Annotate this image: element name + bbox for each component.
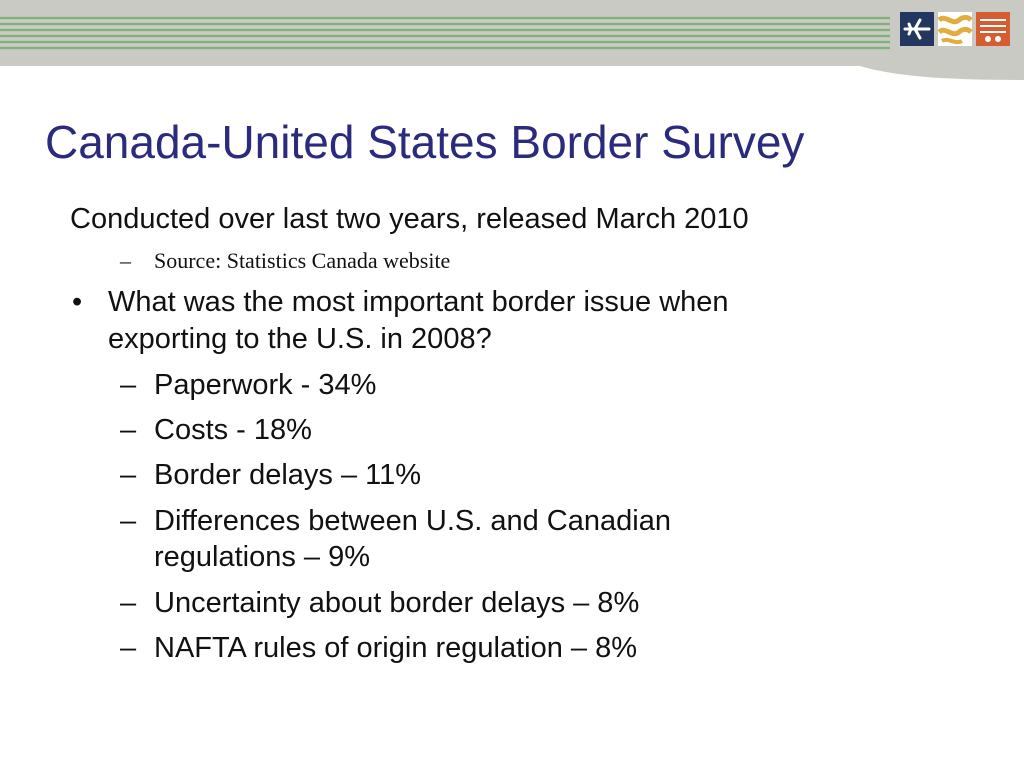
answer-dash-1: – xyxy=(120,369,137,401)
intro-text: Conducted over last two years, released March 2010 xyxy=(70,203,749,235)
slide-title: Canada-United States Border Survey xyxy=(45,116,805,168)
question-bullet: • xyxy=(72,286,83,318)
source-dash: – xyxy=(120,248,131,273)
answer-regulation-differences-line-2: regulations – 9% xyxy=(154,541,371,573)
airplane-ship-train-logo-icon xyxy=(900,12,1012,52)
answer-dash-5: – xyxy=(120,587,137,619)
question-line-2: exporting to the U.S. in 2008? xyxy=(108,323,492,355)
answer-regulation-differences-line-1: Differences between U.S. and Canadian xyxy=(154,505,671,537)
answer-dash-3: – xyxy=(120,459,137,491)
answer-nafta-rules: NAFTA rules of origin regulation – 8% xyxy=(154,632,638,664)
answer-border-delays: Border delays – 11% xyxy=(154,459,422,491)
question-line-1: What was the most important border issue when xyxy=(108,286,729,318)
header-band xyxy=(0,0,1024,90)
source-text: Source: Statistics Canada website xyxy=(154,248,451,273)
answer-paperwork: Paperwork - 34% xyxy=(154,369,377,401)
answer-dash-4: – xyxy=(120,505,137,537)
answer-dash-2: – xyxy=(120,414,137,446)
answer-dash-6: – xyxy=(120,632,137,664)
answer-costs: Costs - 18% xyxy=(154,414,312,446)
answer-uncertainty: Uncertainty about border delays – 8% xyxy=(154,587,640,619)
